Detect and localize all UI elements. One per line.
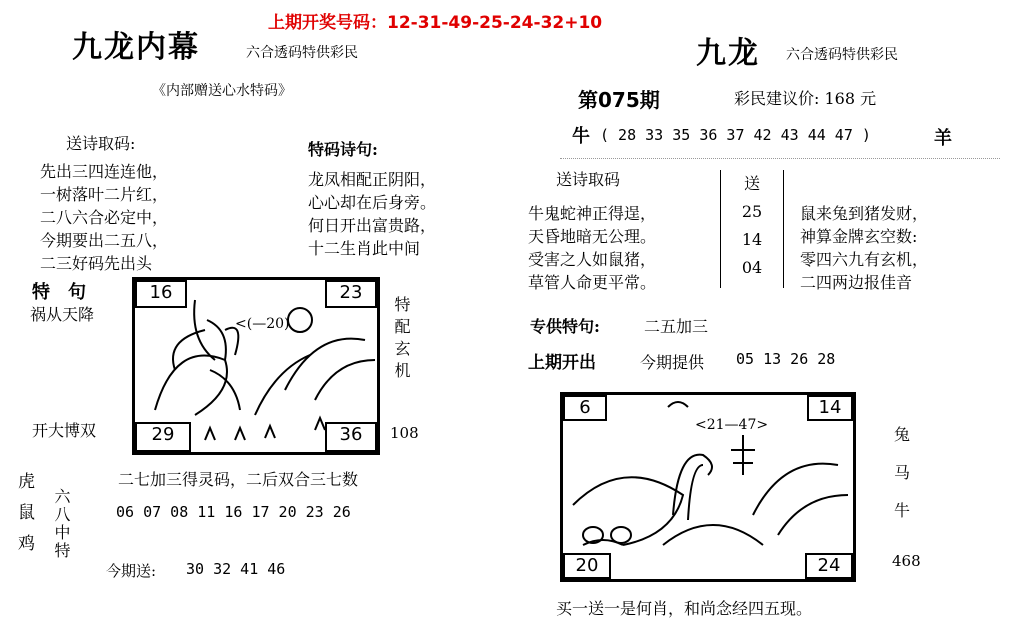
row-numbers: ( 28 33 35 36 37 42 43 44 47 ): [600, 126, 871, 144]
send-number: 14: [741, 230, 763, 249]
hint-line: 二七加三得灵码，二后双合三七数: [118, 470, 359, 489]
poem2-line: 零四六九有玄机，: [800, 250, 929, 269]
poem2-line: 鼠来兔到猪发财，: [800, 204, 929, 223]
left-title: 九龙内幕: [72, 30, 200, 65]
corner-number: 36: [325, 422, 377, 452]
bottom-left-label: 开大博双: [32, 421, 97, 440]
special-poem-line: 心心却在后身旁。: [308, 193, 437, 212]
poem-line: 牛鬼蛇神正得逞，: [528, 204, 657, 223]
row-right-zodiac: 羊: [934, 128, 952, 149]
left-poem-heading: 送诗取码:: [66, 134, 136, 153]
row-left-zodiac: 牛: [572, 126, 590, 147]
send-label: 送: [743, 174, 760, 193]
price: 彩民建议价: 168 元: [734, 89, 877, 108]
side-number: 108: [390, 424, 419, 442]
corner-number: 23: [325, 280, 377, 308]
animal: 马: [894, 463, 911, 482]
divider: [560, 158, 1000, 159]
right-poem: [528, 202, 656, 294]
poem-line: 受害之人如鼠猪，: [528, 250, 657, 269]
issue-number: 第075期: [578, 88, 660, 112]
poem-line: 一树落叶二片红，: [40, 185, 169, 204]
six-eight-vertical: 六八中特: [52, 488, 71, 560]
send-number: 04: [741, 258, 763, 277]
send-box: [720, 170, 784, 288]
poem-line: 草管人命更平常。: [528, 273, 657, 292]
corner-number: 16: [135, 280, 187, 308]
special-poem-line: 龙凤相配正阴阳，: [308, 170, 437, 189]
gift-label: 今期送:: [106, 562, 157, 580]
last-label: 上期开出: [528, 353, 596, 373]
right-title: 九龙: [696, 36, 760, 71]
poem2-line: 神算金牌玄空数:: [800, 227, 918, 246]
special-phrase-label: 专供特句:: [530, 317, 600, 336]
right-poem-2: [800, 202, 928, 294]
poem-line: 先出三四连连他，: [40, 162, 169, 181]
send-number: 25: [741, 202, 763, 221]
poem-line: 今期要出二五八，: [40, 231, 169, 250]
left-subtitle: 六合透码特供彩民: [246, 45, 358, 61]
special-poem-heading: 特码诗句:: [308, 140, 378, 159]
poem-line: 天昏地暗无公理。: [528, 227, 657, 246]
poem2-line: 二四两边报佳音: [800, 273, 913, 292]
right-subtitle: 六合透码特供彩民: [786, 47, 898, 63]
side-vertical-text: 特配玄机: [392, 296, 411, 384]
right-picture: [560, 392, 856, 582]
corner-number: 29: [135, 422, 191, 452]
left-note: 《内部赠送心水特码》: [152, 83, 292, 99]
phrase-text: 祸从天降: [30, 305, 95, 324]
corner-number: 24: [805, 553, 853, 579]
special-poem: [308, 168, 436, 260]
right-scribble: <21—47>: [695, 417, 769, 433]
phrase-label: 特 句: [32, 282, 86, 303]
corner-number: 14: [807, 395, 853, 421]
right-side-number: 468: [892, 552, 921, 570]
right-poem-heading: 送诗取码: [556, 170, 621, 189]
special-poem-line: 何日开出富贵路，: [308, 216, 437, 235]
special-phrase-text: 二五加三: [644, 317, 709, 336]
right-footer: 买一送一是何肖，和尚念经四五现。: [556, 599, 813, 618]
this-label: 今期提供: [640, 353, 705, 372]
special-poem-line: 十二生肖此中间: [308, 239, 421, 258]
corner-number: 20: [563, 553, 611, 579]
poem-line: 二八六合必定中，: [40, 208, 169, 227]
gift-numbers: 30 32 41 46: [186, 560, 286, 578]
animals-vertical: 虎鼠鸡: [14, 472, 34, 565]
numbers-row: 06 07 08 11 16 17 20 23 26: [116, 503, 351, 521]
this-numbers: 05 13 26 28: [736, 350, 836, 368]
left-poem: [40, 160, 168, 275]
last-draw-banner: 上期开奖号码：12-31-49-25-24-32+10: [268, 13, 603, 33]
animal: 兔: [894, 425, 911, 444]
left-picture: [132, 277, 380, 455]
right-animals-vertical: [894, 416, 910, 530]
poem-line: 二三好码先出头: [40, 254, 153, 273]
animal: 牛: [894, 501, 911, 520]
left-scribble: <(—20): [235, 316, 290, 332]
corner-number: 6: [563, 395, 607, 421]
